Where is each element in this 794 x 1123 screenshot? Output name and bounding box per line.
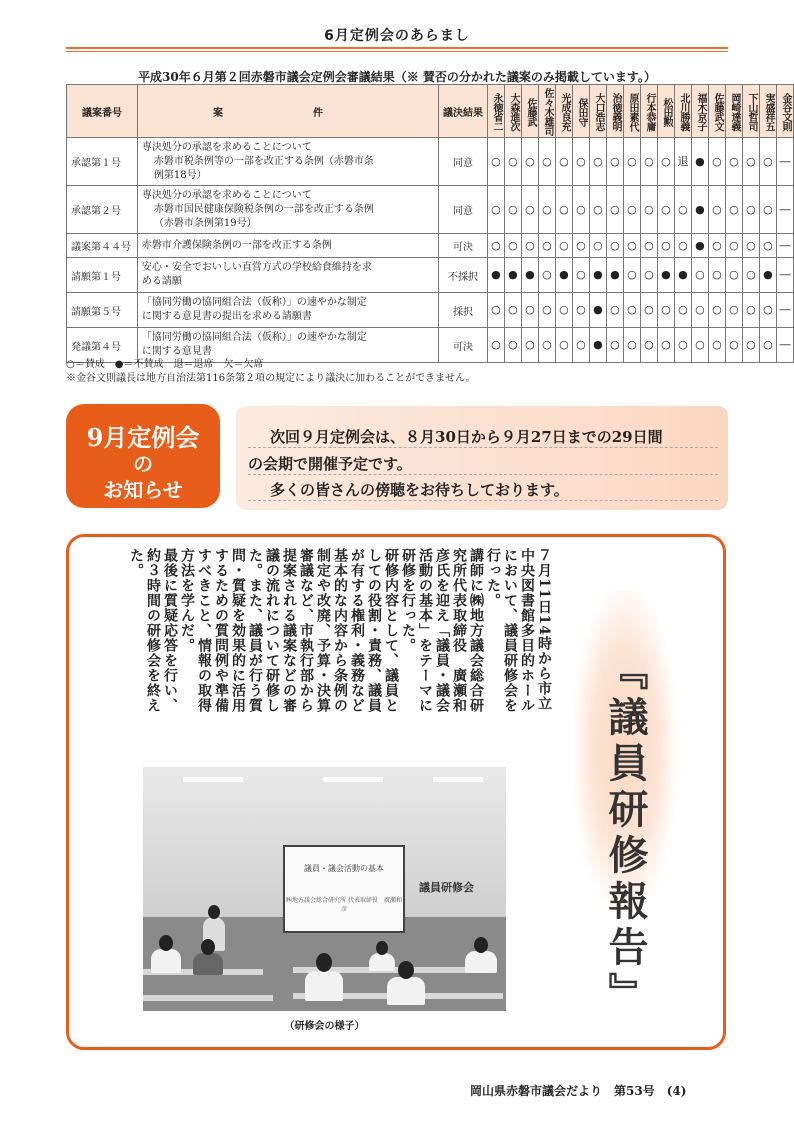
photo-attendee — [465, 951, 497, 973]
bill-title-line: 「協同労働の協同組合法（仮称）」の速やかな制定 — [141, 297, 367, 308]
vote-mark: ○ — [674, 186, 691, 234]
member-name: 治徳義明 — [609, 93, 621, 131]
member-name: 大森進次 — [507, 93, 519, 131]
vote-mark: ● — [691, 234, 708, 258]
vote-mark: ○ — [538, 138, 555, 186]
photo-ceiling-light — [183, 777, 243, 782]
vote-mark: ○ — [674, 234, 691, 258]
vote-mark: ○ — [487, 293, 504, 328]
col-header-member — [623, 85, 640, 138]
vote-mark: ○ — [742, 138, 759, 186]
bill-title — [137, 258, 438, 293]
vote-mark: ○ — [742, 186, 759, 234]
photo-speaker-head — [208, 905, 220, 919]
photo-attendee — [369, 953, 395, 971]
vote-mark: ○ — [538, 186, 555, 234]
vote-mark: ○ — [504, 186, 521, 234]
member-name: 金谷文則 — [779, 93, 791, 131]
photo-attendee-head — [159, 935, 173, 951]
vote-mark: ― — [776, 234, 793, 258]
bill-title-line: 専決処分の承認を求めることについて — [141, 141, 312, 153]
vote-mark: ○ — [725, 138, 742, 186]
vote-mark: ○ — [725, 234, 742, 258]
vote-mark: ● — [504, 258, 521, 293]
vote-mark: ● — [555, 258, 572, 293]
photo-ceiling-light — [433, 777, 483, 782]
col-header-member — [589, 85, 606, 138]
vote-mark: ○ — [589, 234, 606, 258]
photo-attendee-head — [398, 961, 414, 979]
bill-number: 承認第２号 — [67, 186, 138, 234]
vote-mark: ○ — [589, 186, 606, 234]
report-paragraph-2: 講師に㈱地方議会総合研究所代表取締役 廣瀬和彦氏を迎え「議員・議会活動の基本」をテーマに研修を行った。 — [400, 548, 484, 713]
vote-mark: ● — [589, 293, 606, 328]
vote-mark: ― — [776, 258, 793, 293]
vote-mark: ● — [521, 258, 538, 293]
photo-attendee — [193, 953, 223, 975]
member-name: 佐藤武文 — [711, 93, 723, 131]
photo-attendee — [387, 977, 425, 1005]
bill-title — [137, 138, 438, 186]
vote-mark: ― — [776, 328, 793, 363]
vote-mark: ○ — [708, 234, 725, 258]
bill-title-line: （赤磐市条例第19号） — [153, 217, 257, 229]
vote-mark: ○ — [759, 186, 776, 234]
member-name: 原田素代 — [626, 93, 638, 131]
vote-mark: ○ — [504, 138, 521, 186]
notice-line-2: の会期で開催予定です。 — [248, 455, 412, 473]
notice-heading-2: の — [133, 452, 153, 476]
col-header-member — [555, 85, 572, 138]
seminar-photo — [143, 767, 506, 1011]
vote-mark: ○ — [691, 293, 708, 328]
report-paragraph-3: 研修内容として、議員としての役割・責務、議員が有する権利・義務など基本的な内容から条例の制定や改廃、予算・決算審議など、市執行部から提案される議案などの審議の流れについて研修した。また、議員が行う質問・質疑を効果的に活用するための質問例や準備すべきこと、情報の取得方法を学んだ。 — [179, 548, 399, 713]
vote-mark: ○ — [606, 293, 623, 328]
vote-mark: ○ — [521, 186, 538, 234]
vote-results-table — [66, 84, 794, 363]
bill-number: 請願第１号 — [67, 258, 138, 293]
member-name: 光成良充 — [558, 93, 570, 131]
vote-legend: ○＝賛成 ●＝不賛成 退＝退席 欠＝欠席 — [66, 359, 264, 370]
bill-result: 可決 — [439, 328, 488, 363]
vote-mark: ○ — [555, 138, 572, 186]
bill-result: 同意 — [439, 186, 488, 234]
vote-mark: ○ — [640, 186, 657, 234]
vote-mark: ○ — [759, 138, 776, 186]
vote-mark: ○ — [487, 328, 504, 363]
page-footer: 岡山県赤磐市議会だより 第53号 (4) — [470, 1084, 687, 1098]
vote-mark: ○ — [555, 234, 572, 258]
vote-mark: ○ — [606, 186, 623, 234]
vote-mark: ○ — [606, 138, 623, 186]
vote-mark: ○ — [623, 138, 640, 186]
notice-heading-3: お知らせ — [103, 478, 183, 502]
vote-mark: ● — [487, 258, 504, 293]
vote-mark: ○ — [640, 234, 657, 258]
vote-mark: ○ — [640, 258, 657, 293]
table-row — [67, 293, 794, 328]
vote-mark: ○ — [572, 138, 589, 186]
bill-title — [137, 293, 438, 328]
vote-mark: ○ — [538, 328, 555, 363]
vote-mark: ○ — [742, 293, 759, 328]
vote-mark: ○ — [623, 186, 640, 234]
table-row — [67, 186, 794, 234]
vote-mark: ○ — [657, 293, 674, 328]
vote-mark: ○ — [606, 328, 623, 363]
vote-mark: ○ — [691, 258, 708, 293]
bill-title-line: める請願 — [141, 276, 182, 287]
notice-rule-3 — [248, 500, 718, 501]
vote-mark: ○ — [538, 258, 555, 293]
bill-result: 採択 — [439, 293, 488, 328]
report-paragraph-1: ７月11日14時から市立中央図書館多目的ホールにおいて、議員研修会を行った。 — [485, 548, 552, 713]
member-name: 大口浩志 — [592, 93, 604, 131]
vote-mark: ○ — [640, 293, 657, 328]
photo-desk — [143, 995, 273, 1001]
vote-mark: ○ — [572, 293, 589, 328]
vote-mark: ○ — [572, 234, 589, 258]
notice-line-1: 次回９月定例会は、８月30日から９月27日までの29日間 — [270, 428, 663, 446]
col-header-member — [640, 85, 657, 138]
report-body — [88, 548, 552, 716]
vote-mark: ○ — [555, 293, 572, 328]
member-name: 下山哲司 — [745, 93, 757, 131]
vote-mark: ○ — [708, 328, 725, 363]
col-header-member — [776, 85, 793, 138]
bill-title — [137, 234, 438, 258]
col-header-member — [691, 85, 708, 138]
vote-mark: ○ — [759, 293, 776, 328]
vote-mark: ○ — [708, 186, 725, 234]
vote-mark: ○ — [742, 328, 759, 363]
vote-mark: ○ — [623, 293, 640, 328]
col-header-member — [674, 85, 691, 138]
bill-title — [137, 186, 438, 234]
bill-result: 可決 — [439, 234, 488, 258]
bill-number: 承認第１号 — [67, 138, 138, 186]
vote-mark: ○ — [487, 138, 504, 186]
header-rule-thin — [66, 51, 728, 52]
col-header-member — [759, 85, 776, 138]
vote-mark: ○ — [640, 138, 657, 186]
vote-mark: ● — [589, 258, 606, 293]
bill-title-line: 専決処分の承認を求めることについて — [141, 189, 312, 201]
photo-ceiling-light — [323, 777, 383, 782]
col-header-member — [742, 85, 759, 138]
vote-mark: ○ — [725, 293, 742, 328]
bill-number: 発議第４号 — [67, 328, 138, 363]
notice-heading-box — [66, 404, 220, 508]
vote-mark: ● — [691, 186, 708, 234]
vote-mark: ○ — [691, 328, 708, 363]
photo-attendee-head — [316, 953, 332, 972]
vote-mark: ― — [776, 138, 793, 186]
vote-mark: ○ — [521, 328, 538, 363]
vote-mark: ○ — [521, 138, 538, 186]
col-header-member — [572, 85, 589, 138]
vote-mark: ● — [759, 258, 776, 293]
photo-screen-title: 議員・議会活動の基本 — [304, 864, 384, 873]
vote-mark: ○ — [487, 234, 504, 258]
table-row — [67, 138, 794, 186]
vote-mark: ○ — [538, 293, 555, 328]
photo-attendee-head — [376, 941, 388, 955]
vote-mark: ○ — [521, 293, 538, 328]
col-header-member — [538, 85, 555, 138]
bill-title-line: 例第18号） — [153, 169, 207, 181]
vote-mark: ○ — [538, 234, 555, 258]
member-name: 保田守 — [575, 97, 587, 127]
col-header-member — [504, 85, 521, 138]
photo-attendee — [151, 949, 181, 973]
vote-mark: ○ — [572, 186, 589, 234]
vote-mark: ○ — [725, 186, 742, 234]
vote-mark: ○ — [606, 234, 623, 258]
photo-caption: （研修会の様子） — [284, 1021, 365, 1032]
vote-mark: ○ — [572, 328, 589, 363]
col-header-member — [487, 85, 504, 138]
photo-projection-screen — [283, 845, 405, 933]
vote-mark: ● — [691, 138, 708, 186]
vote-mark: ○ — [657, 138, 674, 186]
bill-number: 請願第５号 — [67, 293, 138, 328]
vote-mark: ― — [776, 293, 793, 328]
vote-mark: ○ — [640, 328, 657, 363]
vote-mark: ○ — [623, 234, 640, 258]
member-name: 実盛祥五 — [762, 93, 774, 131]
col-header-member — [606, 85, 623, 138]
member-name: 行本恭庸 — [643, 93, 655, 131]
table-row — [67, 258, 794, 293]
vote-mark: ● — [657, 258, 674, 293]
member-name: 永徳省二 — [490, 93, 502, 131]
member-name: 佐々木雄司 — [541, 88, 553, 136]
vote-mark: ○ — [657, 328, 674, 363]
notice-rule-1 — [248, 447, 718, 448]
col-header-title: 案 件 — [137, 85, 438, 138]
bill-title-line: に関する意見書 — [141, 346, 212, 357]
table-row — [67, 234, 794, 258]
notice-heading-1: 9月定例会 — [86, 423, 200, 452]
col-header-member — [708, 85, 725, 138]
vote-mark: ○ — [725, 258, 742, 293]
bill-result: 不採択 — [439, 258, 488, 293]
member-name: 岡崎達義 — [728, 93, 740, 131]
photo-screen-subtitle: ㈱地方議会総合研究所 代表取締役 廣瀬和彦 — [286, 897, 402, 913]
col-header-member — [521, 85, 538, 138]
bill-title-line: に関する意見書の提出を求める請願書 — [141, 311, 312, 322]
vote-mark: ○ — [674, 328, 691, 363]
vote-mark: ○ — [657, 234, 674, 258]
bill-title-line: 安心・安全でおいしい直営方式の学校給食維持を求 — [141, 262, 372, 273]
report-paragraph-4: 最後に質疑応答を行い、約３時間の研修会を終えた。 — [128, 548, 178, 713]
bill-title-line: 赤磐市介護保険条例の一部を改正する条例 — [141, 239, 332, 251]
member-name: 佐藤武 — [524, 97, 536, 127]
vote-mark: ● — [589, 328, 606, 363]
vote-mark: ○ — [487, 186, 504, 234]
vote-mark: ○ — [572, 258, 589, 293]
col-header-number: 議案番号 — [67, 85, 138, 138]
vote-mark: ○ — [504, 234, 521, 258]
vote-mark: ○ — [521, 234, 538, 258]
bill-title-line: 赤磐市国民健康保険税条例の一部を改正する条例 — [153, 203, 374, 215]
vote-mark: ○ — [759, 234, 776, 258]
vote-note: ※金谷文則議長は地方自治法第116条第２項の規定により議決に加わることができません。 — [66, 373, 476, 384]
col-header-member — [657, 85, 674, 138]
vote-mark: ○ — [759, 328, 776, 363]
photo-attendee — [305, 971, 343, 1001]
vote-mark: ● — [606, 258, 623, 293]
vote-mark: ○ — [504, 328, 521, 363]
photo-banner: 議員研修会 — [419, 881, 474, 894]
photo-attendee-head — [474, 937, 488, 953]
header-rule — [66, 47, 728, 49]
page-title: 6月定例会のあらまし — [324, 28, 470, 44]
vote-mark: ― — [776, 186, 793, 234]
vote-mark: ○ — [589, 138, 606, 186]
bill-title-line: 赤磐市税条例等の一部を改正する条例（赤磐市条 — [153, 155, 374, 167]
vote-mark: ○ — [555, 186, 572, 234]
vote-mark: ○ — [623, 258, 640, 293]
vote-mark: ● — [674, 258, 691, 293]
vote-mark: ○ — [708, 138, 725, 186]
col-header-member — [725, 85, 742, 138]
vote-mark: ○ — [623, 328, 640, 363]
vote-mark: ○ — [742, 258, 759, 293]
col-header-result: 議決結果 — [439, 85, 488, 138]
notice-rule-2 — [248, 474, 718, 475]
vote-mark: ○ — [555, 328, 572, 363]
vote-mark: ○ — [742, 234, 759, 258]
member-name: 松田勲 — [660, 97, 672, 127]
notice-line-3: 多くの皆さんの傍聴をお待ちしております。 — [270, 481, 569, 499]
member-name: 北川勝義 — [677, 93, 689, 131]
vote-mark: 退 — [674, 138, 691, 186]
vote-mark: ○ — [708, 258, 725, 293]
bill-result: 同意 — [439, 138, 488, 186]
photo-attendee-head — [201, 939, 215, 955]
table-caption: 平成30年６月第２回赤磐市議会定例会審議結果（※ 賛否の分かれた議案のみ掲載しています。） — [138, 70, 656, 84]
report-title: 『議員研修報告』 — [602, 650, 649, 1018]
vote-mark: ○ — [657, 186, 674, 234]
bill-number: 議案第４４号 — [67, 234, 138, 258]
vote-mark: ○ — [725, 328, 742, 363]
vote-mark: ○ — [504, 293, 521, 328]
vote-mark: ○ — [674, 293, 691, 328]
notice-text-box — [236, 406, 728, 510]
bill-title-line: 「協同労働の協同組合法（仮称）」の速やかな制定 — [141, 332, 367, 343]
member-name: 福木京子 — [694, 93, 706, 131]
vote-mark: ○ — [708, 293, 725, 328]
